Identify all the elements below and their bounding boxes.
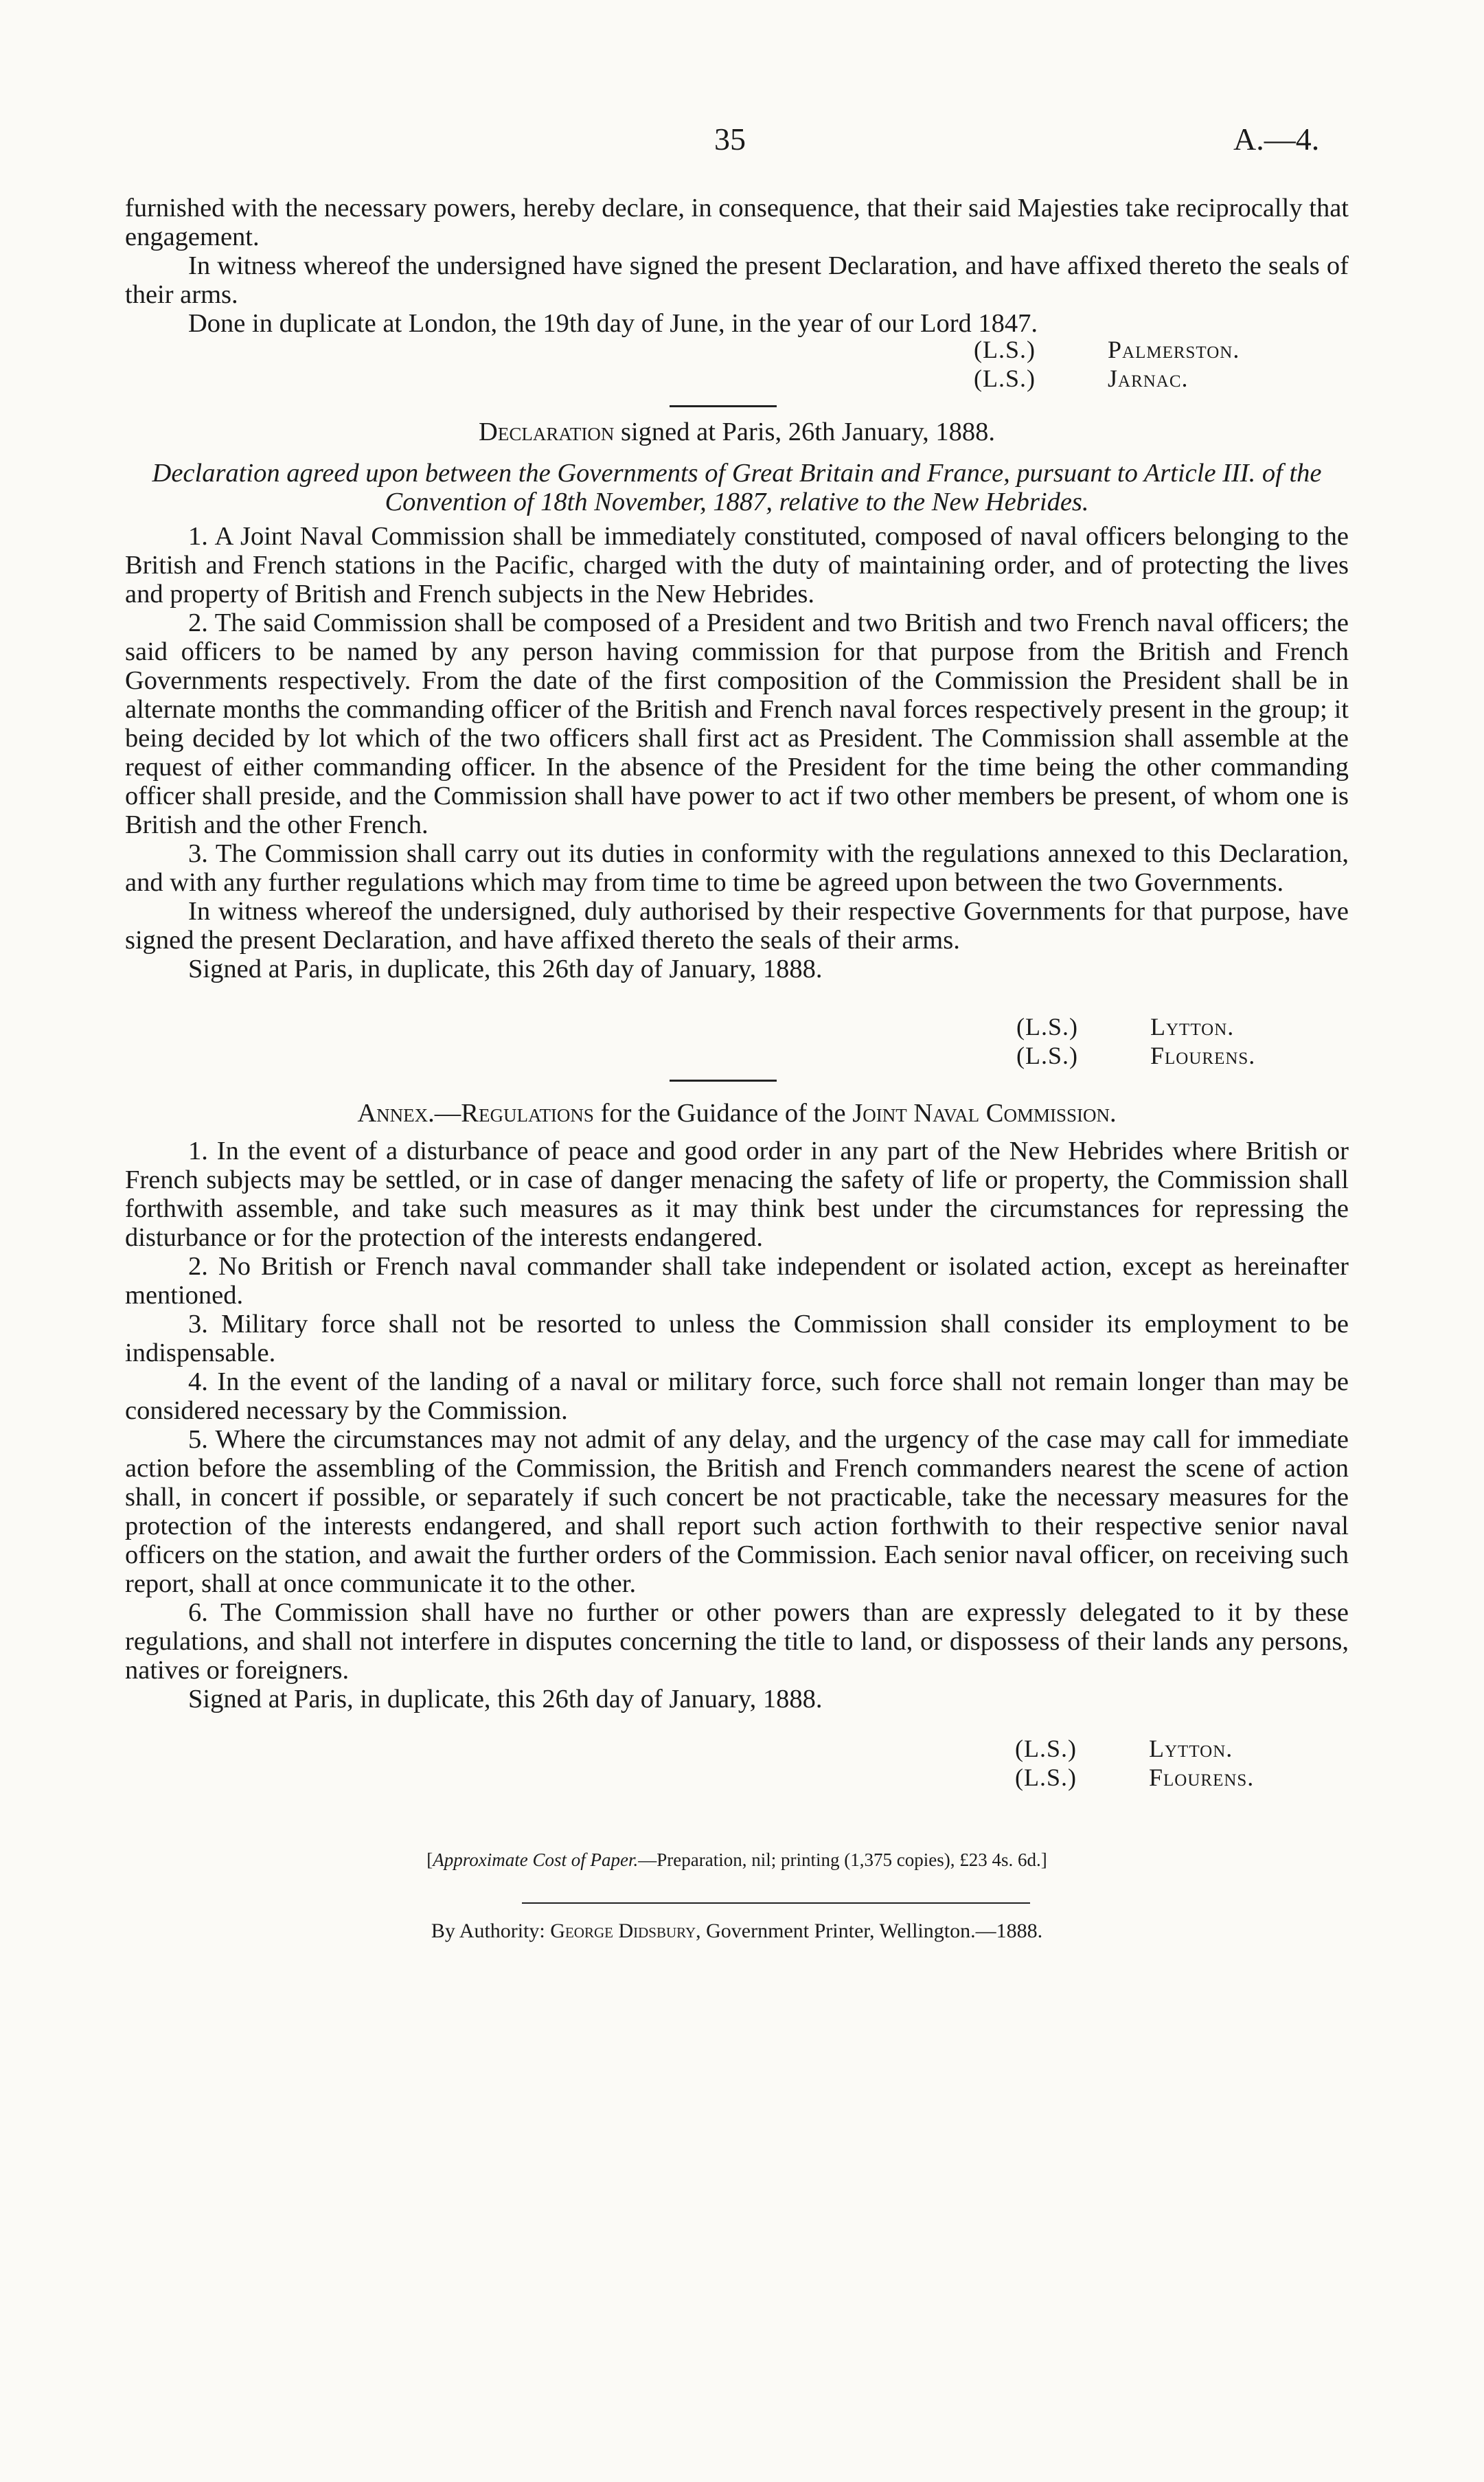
seal-mark: (L.S.) [1015, 1764, 1077, 1791]
annex-title [125, 1099, 1349, 1128]
signature-block-1888 [1016, 1012, 1255, 1070]
signatory-name: Lytton. [1149, 1735, 1233, 1762]
printer-authority [125, 1920, 1349, 1943]
title-smallcaps: Declaration [479, 418, 615, 446]
footer-rule [522, 1902, 1030, 1904]
signatory-name: Flourens. [1150, 1042, 1256, 1069]
seal-mark: (L.S.) [974, 365, 1036, 392]
paragraph: 6. The Commission shall have no further or other powers than are expressly delegated to it by these regulations, and shall not interfere in disputes concerning the title to land, or dispossess of their lands any persons, natives or foreigners. [125, 1598, 1349, 1685]
seal-mark: (L.S.) [1015, 1735, 1077, 1762]
paragraph: In witness whereof the undersigned have signed the present Declaration, and have affixed thereto the seals of their arms. [125, 251, 1349, 309]
authority-prefix: By Authority: [431, 1920, 551, 1942]
cost-note: [Approximate Cost of Paper.—Preparation, nil; printing (1,375 copies), £23 4s. 6d.] [426, 1849, 1047, 1870]
signatory-name: Jarnac. [1108, 365, 1189, 392]
annex-title-part: for the Guidance of the [593, 1099, 853, 1128]
paragraph: Signed at Paris, in duplicate, this 26th day of January, 1888. [188, 1685, 823, 1714]
section-divider [670, 1080, 777, 1082]
paragraph: 3. The Commission shall carry out its duties in conformity with the regulations annexed to this Declaration, and with any further regulations which may from time to time be agreed upon between the two Governments. [125, 839, 1349, 897]
signatory-name: Palmerston. [1108, 336, 1240, 363]
signature-block-1847 [974, 335, 1240, 393]
paragraph: In witness whereof the undersigned, duly authorised by their respective Governments for that purpose, have signed the present Declaration, and have affixed thereto the seals of their arms. [125, 897, 1349, 955]
document-reference: A.—4. [1233, 122, 1320, 157]
title-rest: signed at Paris, 26th January, 1888. [614, 418, 995, 446]
paragraph: 2. The said Commission shall be composed of a President and two British and two French naval officers; the said officers to be named by any person having commission for that purpose from the British and French Governments respectively. From the date of the first composition of the Commission the President shall be in alternate months the commanding officer of the British and French naval forces respectively present in the group; it being decided by lot which of the two officers shall first act as President. The Commission shall assemble at the request of either commanding officer. In the absence of the President for the time being the other commanding officer shall preside, and the Commission shall have power to act if two other members be present, of whom one is British and the other French. [125, 608, 1349, 839]
declaration-1888-title [125, 418, 1349, 446]
paragraph: furnished with the necessary powers, hereby declare, in consequence, that their said Majesties take reciprocally that engagement. [125, 194, 1349, 251]
paragraph: Done in duplicate at London, the 19th day of June, in the year of our Lord 1847. [188, 309, 1038, 338]
signature-line [974, 335, 1240, 364]
printer-name: George Didsbury [550, 1920, 696, 1942]
page-number: 35 [714, 122, 746, 157]
signatory-name: Flourens. [1149, 1764, 1255, 1791]
annex-title-part: Joint Naval Commission. [852, 1099, 1117, 1128]
seal-mark: (L.S.) [974, 336, 1036, 363]
signature-line [1016, 1012, 1255, 1041]
cost-label: Approximate Cost of Paper. [433, 1849, 639, 1870]
annex-title-part: Annex.—Regulations [357, 1099, 594, 1128]
declaration-1847-text [125, 194, 1349, 338]
declaration-1888-subtitle: Declaration agreed upon between the Governments of Great Britain and France, pursuant to Article III. of the Convention of 18th November, 1887, relative to the New Hebrides. [152, 459, 1322, 516]
annex-text [125, 1137, 1349, 1714]
paragraph: 3. Military force shall not be resorted to unless the Commission shall consider its employment to be indispensable. [125, 1310, 1349, 1367]
seal-mark: (L.S.) [1016, 1042, 1078, 1069]
cost-details: —Preparation, nil; printing (1,375 copies), £23 4s. 6d. [638, 1849, 1041, 1870]
signatory-name: Lytton. [1150, 1013, 1235, 1040]
declaration-1888-text [125, 522, 1349, 983]
paragraph: 1. In the event of a disturbance of peace and good order in any part of the New Hebrides where British or French subjects may be settled, or in case of danger menacing the safety of life or property, the Commission shall forthwith assemble, and take such measures as it may think best under the circumstances for repressing the disturbance or for the protection of the interests endangered. [125, 1137, 1349, 1252]
signature-line [974, 364, 1240, 393]
paragraph: 2. No British or French naval commander shall take independent or isolated action, except as hereinafter mentioned. [125, 1252, 1349, 1310]
signature-line [1015, 1763, 1254, 1792]
paragraph: 4. In the event of the landing of a naval or military force, such force shall not remain longer than may be considered necessary by the Commission. [125, 1367, 1349, 1425]
paragraph: 5. Where the circumstances may not admit of any delay, and the urgency of the case may call for immediate action before the assembling of the Commission, the British and French commanders nearest the scene of action shall, in concert if possible, or separately if such concert be not practicable, take the necessary measures for the protection of the interests endangered, and shall report such action forthwith to their respective senior naval officers on the station, and await the further orders of the Commission. Each senior naval officer, on receiving such report, shall at once communicate it to the other. [125, 1425, 1349, 1598]
signature-line [1016, 1041, 1255, 1070]
section-divider [670, 405, 777, 407]
seal-mark: (L.S.) [1016, 1013, 1078, 1040]
paragraph: 1. A Joint Naval Commission shall be immediately constituted, composed of naval officers belonging to the British and French stations in the Pacific, charged with the duty of maintaining order, and of protecting the lives and property of British and French subjects in the New Hebrides. [125, 522, 1349, 608]
signature-block-annex [1015, 1734, 1254, 1792]
authority-rest: , Government Printer, Wellington.—1888. [696, 1920, 1043, 1942]
signature-line [1015, 1734, 1254, 1763]
paragraph: Signed at Paris, in duplicate, this 26th day of January, 1888. [188, 955, 823, 983]
